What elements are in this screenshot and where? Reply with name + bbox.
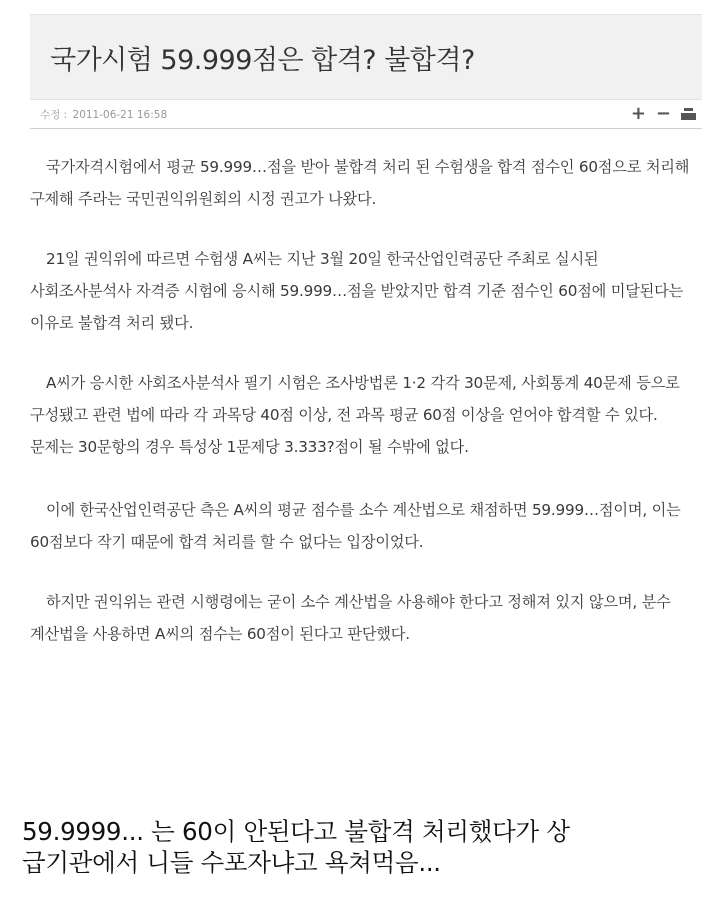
- print-icon[interactable]: [681, 108, 696, 120]
- article-paragraph: 21일 권익위에 따르면 수험생 A씨는 지난 3월 20일 한국산업인력공단 주최로 실시된 사회조사분석사 자격증 시험에 응시해 59.999…점을 받았지만 합격 기준 점수인 60점에 미달된다는 이유로 불합격 처리 됐다.: [30, 250, 684, 332]
- font-reduce-button[interactable]: −: [655, 103, 671, 124]
- meta-label: 수정 :: [40, 108, 68, 121]
- meta-timestamp: 2011-06-21 16:58: [72, 108, 168, 121]
- caption-line: 급기관에서 니들 수포자냐고 욕쳐먹음...: [22, 848, 441, 877]
- article-paragraph: A씨가 응시한 사회조사분석사 필기 시험은 조사방법론 1·2 각각 30문제, 사회통계 40문제 등으로 구성됐고 관련 법에 따라 각 과목당 40점 이상, 전 과목 평균 60점 이상을 얻어야 합격할 수 있다. 문제는 30문항의 경우 특성상 1문제당 3.333?점이 될 수밖에 없다.: [30, 374, 680, 456]
- font-enlarge-button[interactable]: +: [630, 103, 646, 124]
- article-meta-bar: [30, 100, 702, 129]
- article-title-box: [30, 14, 702, 100]
- article-paragraph: 이에 한국산업인력공단 측은 A씨의 평균 점수를 소수 계산법으로 채점하면 59.999…점이며, 이는 60점보다 작기 때문에 합격 처리를 할 수 없다는 입장이었다.: [30, 501, 681, 551]
- article-body: [30, 151, 702, 650]
- meme-caption: [22, 816, 712, 878]
- article-title: 국가시험 59.999점은 합격? 불합격?: [50, 44, 475, 76]
- article-meta: [40, 107, 169, 122]
- article-paragraph: 하지만 권익위는 관련 시행령에는 굳이 소수 계산법을 사용해야 한다고 정해져 있지 않으며, 분수 계산법을 사용하면 A씨의 점수는 60점이 된다고 판단했다.: [30, 593, 671, 643]
- news-article: [30, 14, 702, 678]
- article-paragraph: 국가자격시험에서 평균 59.999…점을 받아 불합격 처리 된 수험생을 합격 점수인 60점으로 처리해 구제해 주라는 국민권익위원회의 시정 권고가 나왔다.: [30, 158, 690, 208]
- article-tools: [631, 105, 696, 123]
- caption-line: 59.9999... 는 60이 안된다고 불합격 처리했다가 상: [22, 817, 570, 846]
